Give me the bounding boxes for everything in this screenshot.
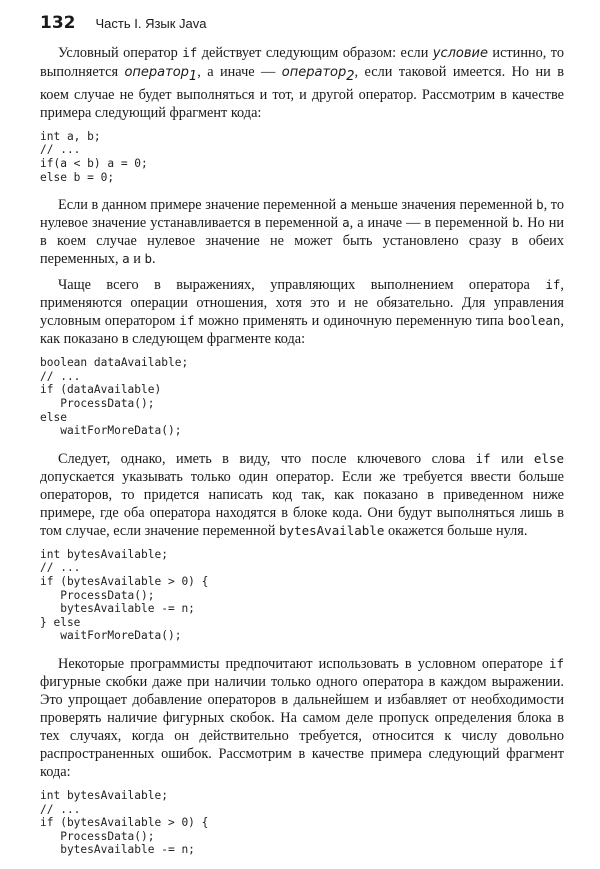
code-line: int bytesAvailable;: [40, 547, 168, 561]
code-line: else: [40, 410, 67, 424]
inline-code: a: [122, 251, 130, 267]
text-run: .: [151, 251, 156, 268]
text-run: меньше значения переменной: [347, 197, 537, 214]
text-run: , применяются операции отношения, хотя это и не обязательно. Для управления условным оператором: [40, 277, 564, 330]
text-run: истинно, то выполняется: [40, 45, 564, 80]
code-line: } else: [40, 615, 81, 629]
text-run: Чаще всего в выражениях, управляющих выполнением оператора: [58, 277, 546, 294]
running-head: Часть I. Язык Java: [95, 16, 207, 31]
inline-code: if: [182, 45, 198, 60]
term-statement: оператор: [281, 65, 347, 80]
text-run: фигурные скобки даже при наличии только одного оператора в каждом выражении. Это упрощает добавление операторов в дальнейшем и избавляет от необходимости проверять наличие фигурных скобок. На самом деле пропуск определения блока в тех случаях, когда он действительно требуется, относится к числу довольно распространенных ошибок. Рассмотрим в качестве примера следующий фрагмент кода:: [40, 673, 564, 780]
inline-code: a: [339, 197, 348, 213]
code-block: [40, 548, 564, 643]
page-header: [40, 13, 207, 39]
text-run: , как показано в следующем фрагменте кода:: [40, 313, 564, 348]
code-line: bytesAvailable -= n;: [40, 843, 195, 857]
text-run: , а иначе — в переменной: [349, 215, 513, 232]
inline-code: if: [548, 655, 564, 671]
code-line: if (bytesAvailable > 0) {: [40, 574, 209, 588]
code-block: [40, 130, 564, 184]
code-line: if(a < b) a = 0;: [40, 157, 148, 171]
subscript: 2: [346, 68, 355, 84]
text-run: , то нулевое значение устанавливается в переменной: [40, 197, 565, 232]
code-line: int bytesAvailable;: [40, 788, 168, 802]
code-line: waitForMoreData();: [40, 424, 182, 438]
inline-code: if: [179, 313, 195, 329]
code-line: waitForMoreData();: [40, 629, 182, 643]
code-line: ProcessData();: [40, 397, 155, 411]
code-block: [40, 356, 564, 438]
inline-code: if: [545, 277, 561, 293]
paragraph-braces-advice: [40, 655, 564, 781]
code-line: ProcessData();: [40, 588, 155, 602]
code-line: // ...: [40, 802, 81, 816]
text-run: Следует, однако, иметь в виду, что после ключевого слова: [58, 450, 476, 467]
code-line: int a, b;: [40, 129, 101, 143]
code-line: if (bytesAvailable > 0) {: [40, 816, 209, 830]
code-line: // ...: [40, 561, 81, 575]
text-run: , если таковой имеется. Но ни в коем случае не будет выполняться и тот, и другой оператор. Рассмотрим в качестве примера следующий фрагмент кода:: [40, 64, 565, 121]
paragraph-if-semantics: [40, 44, 564, 122]
inline-code: b: [536, 197, 544, 213]
code-line: // ...: [40, 369, 81, 383]
code-line: if (dataAvailable): [40, 383, 162, 397]
text-run: Если в данном примере значение переменной: [58, 197, 340, 214]
code-line: bytesAvailable -= n;: [40, 602, 195, 616]
inline-code: boolean: [507, 313, 561, 329]
text-run: Условный оператор: [58, 45, 183, 61]
text-run: и: [129, 251, 145, 268]
code-line: // ...: [40, 143, 81, 157]
text-run: . Но ни в коем случае нулевое значение не может быть установлено сразу в обеих переменных,: [40, 215, 564, 268]
paragraph-example-explanation: [40, 196, 564, 268]
text-run: можно применять и одиночную переменную типа: [194, 313, 508, 330]
paragraph-relational-ops: [40, 276, 564, 348]
inline-code: b: [144, 251, 152, 267]
text-run: , а иначе —: [197, 64, 282, 80]
code-line: ProcessData();: [40, 829, 155, 843]
code-block: [40, 789, 564, 857]
code-line: boolean dataAvailable;: [40, 356, 189, 370]
page-number: 132: [40, 13, 76, 33]
term-statement: оператор: [124, 65, 189, 80]
term-condition: условие: [432, 46, 488, 61]
inline-code: else: [533, 450, 564, 466]
text-run: допускается указывать только один оператор. Если же требуется ввести больше операторов, то придется написать код так, как показано в приведенном ниже примере, где оба оператора находятся в блоке кода. Они будут выполняться лишь в том случае, если значение переменной: [40, 468, 564, 539]
text-run: окажется больше нуля.: [384, 522, 528, 539]
inline-code: if: [475, 450, 491, 466]
inline-code: bytesAvailable: [279, 522, 385, 538]
text-run: или: [490, 450, 534, 467]
inline-code: b: [512, 215, 520, 231]
subscript: 1: [188, 68, 198, 84]
code-line: else b = 0;: [40, 170, 115, 184]
inline-code: a: [342, 215, 350, 231]
text-run: действует следующим образом: если: [197, 45, 433, 61]
page-body: [40, 44, 564, 869]
paragraph-single-statement: [40, 450, 564, 540]
text-run: Некоторые программисты предпочитают использовать в условном операторе: [58, 655, 549, 672]
